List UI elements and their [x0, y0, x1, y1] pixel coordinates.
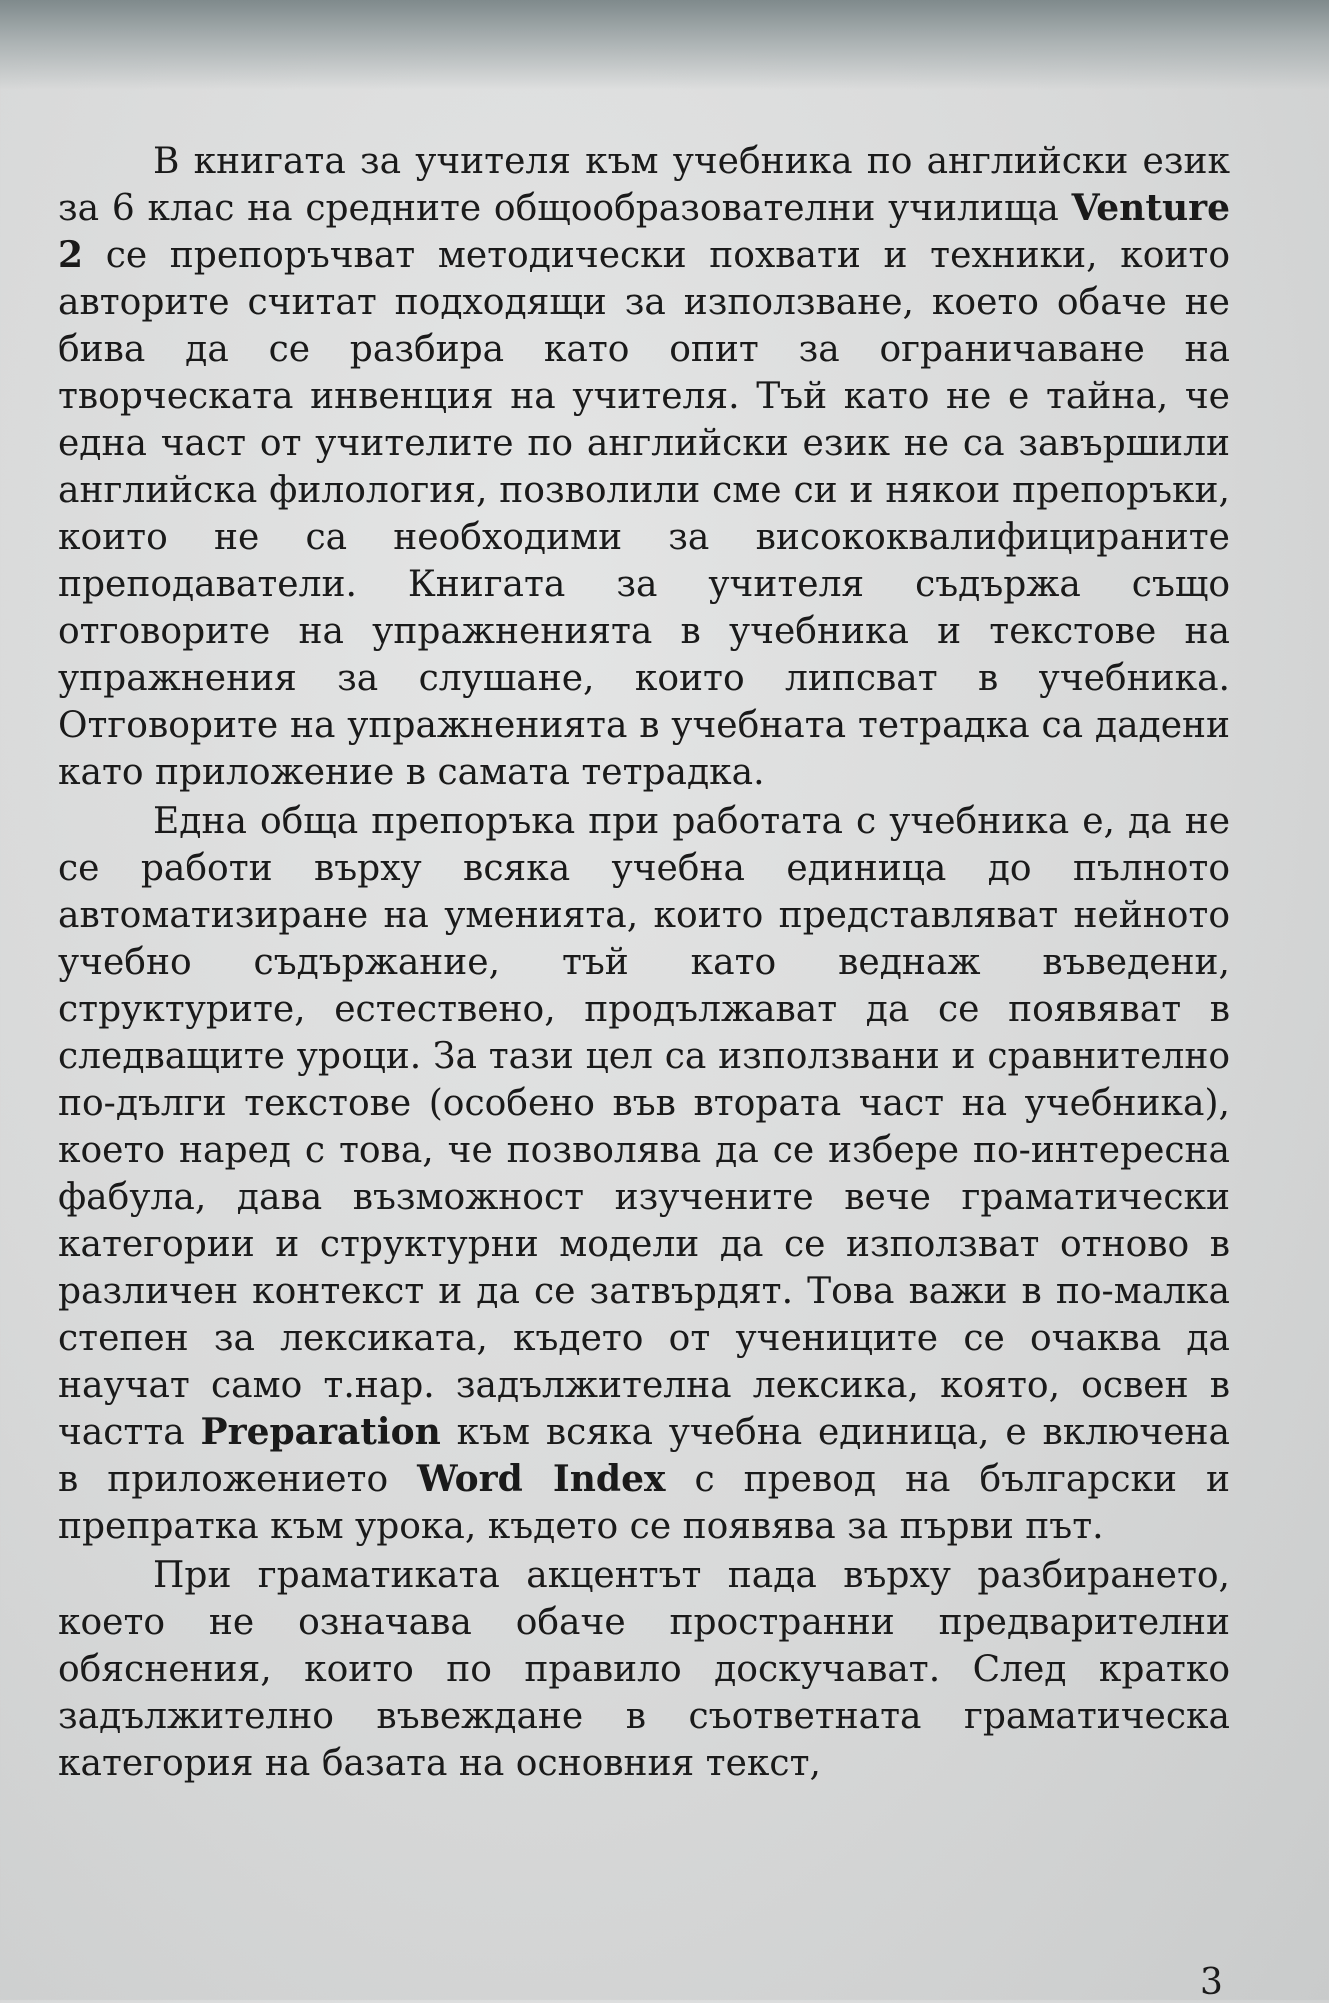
section-name-word-index: Word Index — [417, 1458, 666, 1500]
paragraph-text: При граматиката акцентът пада върху разбирането, което не означава обаче пространни предварителни обяснения, които по правило доскучават. След кратко задължително въвеждане в съответната граматическа категория на базата на основния текст, — [58, 1555, 1230, 1784]
paragraph-2 — [58, 798, 1230, 1550]
page-top-shadow — [0, 0, 1329, 90]
section-name-preparation: Preparation — [200, 1411, 441, 1453]
paragraph-text: Една обща препоръка при работата с учебника е, да не се работи върху всяка учебна единица до пълното автоматизиране на уменията, които представляват нейното учебно съдържание, тъй като веднаж въведени, структурите, естествено, продължават да се появяват в следващите уроци. За тази цел са използвани и сравнително по-дълги текстове (особено във втората част на учебника), което наред с това, че позволява да се избере по-интересна фабула, дава възможност изучените вече граматически категории и структурни модели да се използват отново в различен контекст и да се затвърдят. Това важи в по-малка степен за лексиката, където от учениците се очаква да научат само т.нар. задължителна лексика, която, освен в частта — [58, 801, 1230, 1453]
book-title-venture: Venture 2 — [58, 187, 1230, 276]
paragraph-text: с превод на български и препратка към урока, където се появява за първи път. — [58, 1459, 1230, 1547]
paragraph-text: В книгата за учителя към учебника по английски език за 6 клас на средните общообразователни училища — [58, 141, 1230, 229]
paragraph-3 — [58, 1552, 1230, 1787]
paragraph-1 — [58, 138, 1230, 796]
document-body — [58, 138, 1230, 1787]
page-number: 3 — [1200, 1962, 1223, 2003]
paragraph-text: се препоръчват методически похвати и техники, които авторите считат подходящи за използване, което обаче не бива да се разбира като опит за ограничаване на творческата инвенция на учителя. Тъй като не е тайна, че една част от учителите по английски език не са завършили английска филология, позволили сме си и някои препоръки, които не са необходими за висококвалифицираните преподаватели. Книгата за учителя съдържа също отговорите на упражненията в учебника и текстове на упражнения за слушане, които липсват в учебника. Отговорите на упражненията в учебната тетрадка са дадени като приложение в самата тетрадка. — [58, 235, 1230, 793]
paragraph-text: към всяка учебна единица, е включена в приложението — [58, 1412, 1230, 1500]
